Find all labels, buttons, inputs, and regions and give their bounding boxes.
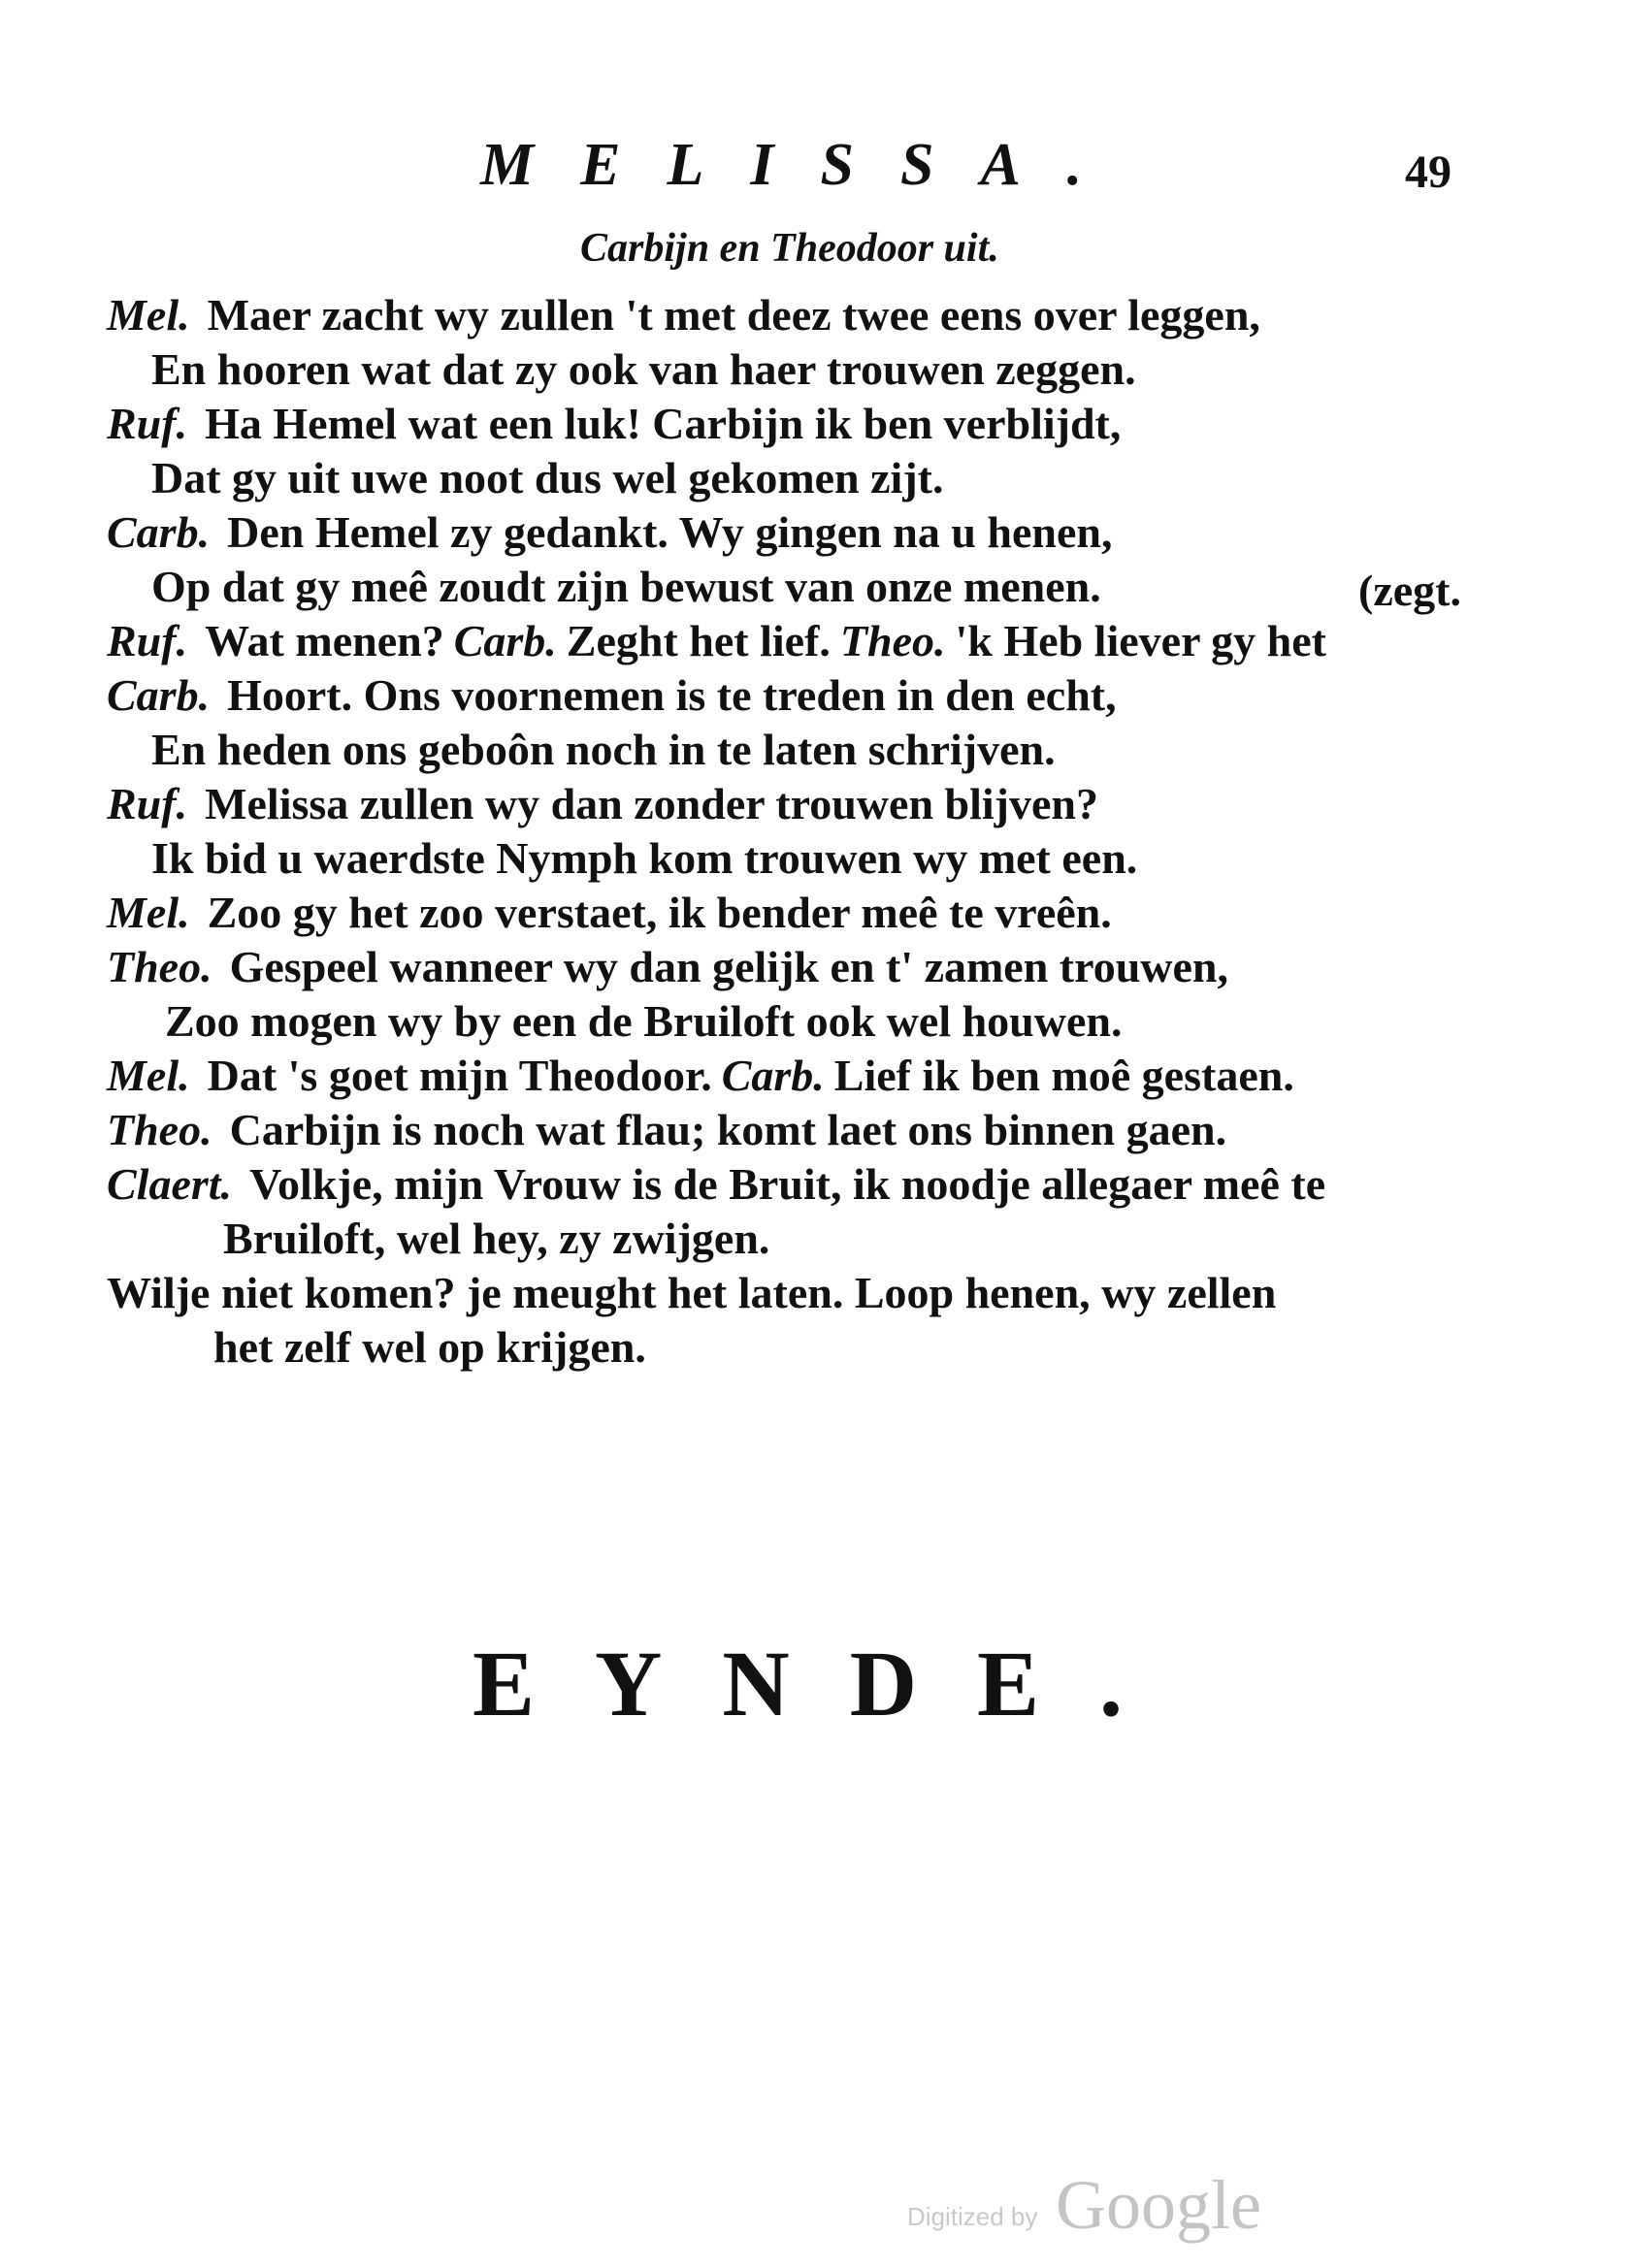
speaker-label: Mel. xyxy=(107,1051,190,1100)
verse-line xyxy=(107,399,1122,448)
verse-line xyxy=(107,888,1112,937)
speech-text: het zelf wel op krijgen. xyxy=(213,1322,646,1372)
speaker-label: Ruf. xyxy=(107,616,188,665)
speaker-label: Mel. xyxy=(107,290,190,340)
verse-line xyxy=(107,507,1113,557)
speech-text: Volkje, mijn Vrouw is de Bruit, ik noodje allegaer meê te xyxy=(249,1159,1326,1209)
speech-text: Dat 's goet mijn Theodoor. xyxy=(207,1051,712,1100)
google-watermark: Google xyxy=(1056,2166,1261,2244)
speech-text: Melissa zullen wy dan zonder trouwen blijven? xyxy=(205,779,1098,828)
verse-line xyxy=(107,290,1260,340)
verse-line xyxy=(151,562,1101,611)
digitized-by-label: Digitized by xyxy=(907,2202,1038,2231)
speech-text: Wilje niet komen? je meught het laten. Loop henen, wy zellen xyxy=(107,1268,1277,1317)
verse-line xyxy=(107,1159,1326,1209)
verse-line xyxy=(223,1216,769,1261)
verse-line xyxy=(151,833,1138,883)
page-number: 49 xyxy=(1405,146,1452,198)
verse-line xyxy=(151,725,1056,774)
speaker-label: Carb. xyxy=(107,507,211,557)
verse-line xyxy=(151,453,944,502)
speech-text: Lief ik ben moê gestaen. xyxy=(833,1051,1294,1100)
verse-line xyxy=(107,779,1098,828)
speech-text: Carbijn is noch wat flau; komt laet ons binnen gaen. xyxy=(229,1105,1227,1154)
speech-text: Dat gy uit uwe noot dus wel gekomen zijt. xyxy=(151,453,944,502)
aside-zegt: (zegt. xyxy=(1358,566,1461,615)
verse-line xyxy=(213,1322,646,1372)
speech-text: Zoo gy het zoo verstaet, ik bender meê te vreên. xyxy=(207,888,1112,937)
speaker-label: Theo. xyxy=(107,942,212,991)
speaker-label: Theo. xyxy=(839,616,946,665)
verse-line xyxy=(107,1053,1294,1098)
verse-line xyxy=(107,670,1117,720)
verse-line xyxy=(151,344,1136,394)
speech-text: En hooren wat dat zy ook van haer trouwen zeggen. xyxy=(151,344,1136,394)
speech-text: Wat menen? xyxy=(205,616,444,665)
speech-text: Bruiloft, wel hey, zy zwijgen. xyxy=(223,1214,770,1263)
speaker-label: Carb. xyxy=(453,616,557,665)
speaker-label: Mel. xyxy=(107,888,190,937)
speech-text: Op dat gy meê zoudt zijn bewust van onze menen. xyxy=(151,562,1101,611)
speech-text: Hoort. Ons voornemen is te treden in den echt, xyxy=(227,670,1117,720)
verse-line xyxy=(107,616,1326,665)
verse-line xyxy=(107,942,1229,991)
speech-text: Ha Hemel wat een luk! Carbijn ik ben verblijdt, xyxy=(205,399,1122,448)
speaker-label: Theo. xyxy=(107,1105,212,1154)
verse-line xyxy=(165,996,1123,1046)
speech-text: Ik bid u waerdste Nymph kom trouwen wy met een. xyxy=(151,833,1138,883)
speech-text: Gespeel wanneer wy dan gelijk en t' zamen trouwen, xyxy=(229,942,1229,991)
speaker-label: Ruf. xyxy=(107,779,188,828)
speech-text: Zeght het lief. xyxy=(566,616,831,665)
running-header-title: MELISSA. xyxy=(480,132,1129,198)
speaker-label: Carb. xyxy=(107,670,211,720)
verse-line xyxy=(107,1105,1227,1154)
stage-direction: Carbijn en Theodoor uit. xyxy=(580,226,999,271)
speaker-label: Ruf. xyxy=(107,399,188,448)
verse-line xyxy=(107,1268,1277,1317)
speech-text: 'k Heb liever gy het xyxy=(955,616,1326,665)
end-word: EYNDE. xyxy=(473,1632,1184,1735)
speech-text: En heden ons geboôn noch in te laten schrijven. xyxy=(151,725,1056,774)
speech-text: Maer zacht wy zullen 't met deez twee eens over leggen, xyxy=(207,290,1260,340)
speaker-label: Carb. xyxy=(721,1051,825,1100)
speech-text: Zoo mogen wy by een de Bruiloft ook wel houwen. xyxy=(165,996,1123,1046)
speech-text: Den Hemel zy gedankt. Wy gingen na u henen, xyxy=(227,507,1113,557)
speaker-label: Claert. xyxy=(107,1159,233,1209)
